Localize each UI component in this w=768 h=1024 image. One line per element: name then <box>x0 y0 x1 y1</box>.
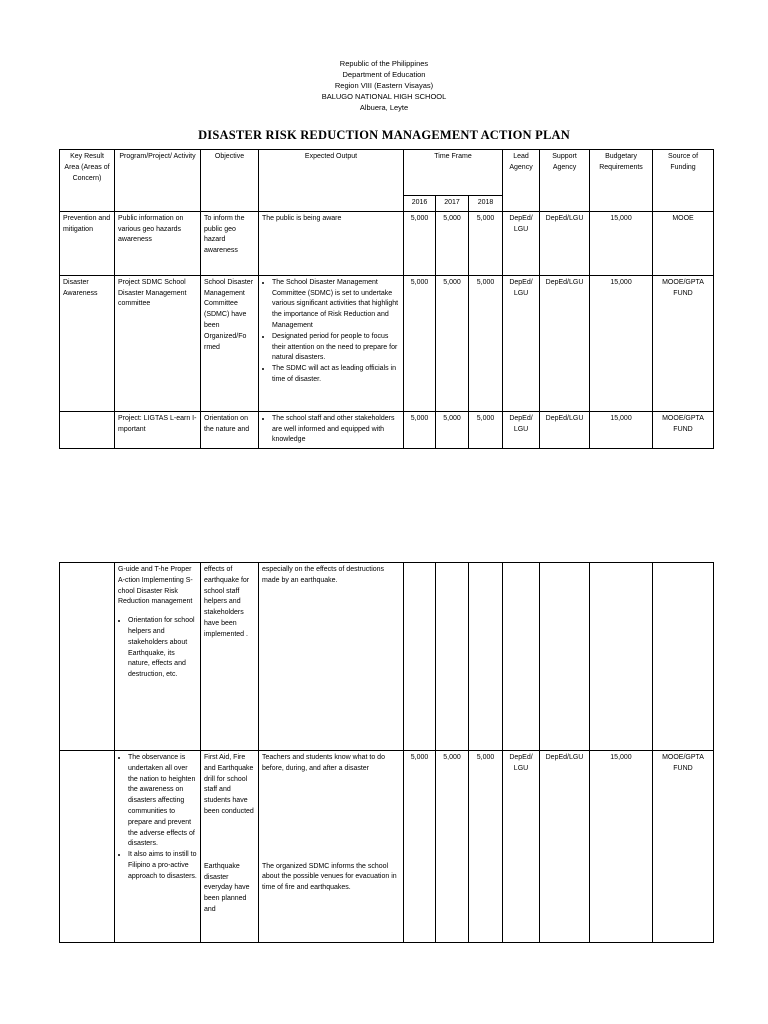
output-text: The organized SDMC informs the school about the possible venues for evacuation in time of fire and earthquakes. <box>262 862 397 892</box>
col-output: Expected Output <box>259 150 404 212</box>
cell-source: MOOE/GPTA FUND <box>653 751 714 943</box>
table-row <box>60 275 714 411</box>
cell-budget: 15,000 <box>590 211 653 275</box>
list-item: • Orientation for school helpers and stakeholders about Earthquake, its nature, effects and destruction, etc. <box>128 616 197 681</box>
cell-source: MOOE/GPTA FUND <box>653 411 714 448</box>
cell-2017 <box>436 563 469 751</box>
cell-source: MOOE <box>653 211 714 275</box>
cell-support: DepEd/LGU <box>540 211 590 275</box>
table-header-row <box>60 150 714 196</box>
page-title: DISASTER RISK REDUCTION MANAGEMENT ACTION PLAN <box>198 128 570 142</box>
output-text: Teachers and students know what to do before, during, and after a disaster <box>262 754 385 772</box>
cell-budget <box>590 563 653 751</box>
cell-2017: 5,000 <box>436 211 469 275</box>
cell-budget: 15,000 <box>590 275 653 411</box>
list-item: • It also aims to instill to Filipino a pro-active approach to disasters. <box>128 850 197 882</box>
cell-2017: 5,000 <box>436 751 469 943</box>
col-source: Source of Funding <box>653 150 714 212</box>
cell-output: especially on the effects of destructions made by an earthquake. <box>259 563 404 751</box>
table-row <box>60 211 714 275</box>
list-item: • The SDMC will act as leading officials in time of disaster. <box>272 364 400 386</box>
col-objective: Objective <box>201 150 259 212</box>
cell-objective: School Disaster Management Committee (SDMC) have been Organized/Fo rmed <box>201 275 259 411</box>
col-kra: Key Result Area (Areas of Concern) <box>60 150 115 212</box>
cell-kra <box>60 411 115 448</box>
cell-kra <box>60 751 115 943</box>
cell-support: DepEd/LGU <box>540 751 590 943</box>
cell-2017: 5,000 <box>436 411 469 448</box>
document-header <box>0 58 768 113</box>
col-budget: Budgetary Requirements <box>590 150 653 212</box>
table-row <box>60 751 714 943</box>
cell-objective: To inform the public geo hazard awareness <box>201 211 259 275</box>
cell-2018: 5,000 <box>469 275 503 411</box>
cell-budget: 15,000 <box>590 411 653 448</box>
list-item: • Designated period for people to focus their attention on the need to prepare for natural disasters. <box>272 332 400 364</box>
cell-lead: DepEd/ LGU <box>503 411 540 448</box>
cell-support <box>540 563 590 751</box>
list-item: • The school staff and other stakeholders are well informed and equipped with knowledge <box>272 414 400 446</box>
cell-output <box>259 275 404 411</box>
cell-2016: 5,000 <box>404 275 436 411</box>
col-program: Program/Project/ Activity <box>115 150 201 212</box>
header-school: BALUGO NATIONAL HIGH SCHOOL <box>321 92 447 101</box>
cell-kra: Prevention and mitigation <box>60 211 115 275</box>
cell-kra: Disaster Awareness <box>60 275 115 411</box>
cell-2018: 5,000 <box>469 411 503 448</box>
objective-text: Earthquake disaster everyday have been planned and <box>204 862 250 913</box>
cell-lead: DepEd/ LGU <box>503 751 540 943</box>
cell-2018: 5,000 <box>469 211 503 275</box>
objective-text: First Aid, Fire and Earthquake drill for school staff and students have been conducted <box>204 754 254 815</box>
col-timeframe: Time Frame <box>404 150 503 196</box>
year-2017: 2017 <box>436 196 469 212</box>
cell-kra <box>60 563 115 751</box>
list-item: • The School Disaster Management Committee (SDMC) is set to undertake various significant activities that highlight the importance of Risk Reduction and Management <box>272 278 400 332</box>
col-support: Support Agency <box>540 150 590 212</box>
cell-2016 <box>404 563 436 751</box>
table-row <box>60 411 714 448</box>
cell-2016: 5,000 <box>404 411 436 448</box>
list-item: • The observance is undertaken all over the nation to heighten the awareness on disasters affecting communities to prepare and prevent the adverse effects of disasters. <box>128 753 197 850</box>
table-row <box>60 563 714 751</box>
action-plan-table <box>59 149 714 449</box>
cell-support: DepEd/LGU <box>540 275 590 411</box>
year-2016: 2016 <box>404 196 436 212</box>
cell-output <box>259 411 404 448</box>
cell-2018 <box>469 563 503 751</box>
cell-program <box>115 563 201 751</box>
cell-program: Project SDMC School Disaster Management committee <box>115 275 201 411</box>
cell-source: MOOE/GPTA FUND <box>653 275 714 411</box>
cell-source <box>653 563 714 751</box>
action-plan-table-continued <box>59 562 714 943</box>
cell-output <box>259 751 404 943</box>
year-2018: 2018 <box>469 196 503 212</box>
header-department: Department of Education <box>342 70 426 79</box>
cell-program: Project: LIGTAS L-earn I-mportant <box>115 411 201 448</box>
program-text: G-uide and T-he Proper A-ction Implementing S-chool Disaster Risk Reduction management <box>118 566 193 606</box>
cell-lead: DepEd/ LGU <box>503 275 540 411</box>
cell-output: The public is being aware <box>259 211 404 275</box>
cell-objective: effects of earthquake for school staff helpers and stakeholders have been implemented . <box>201 563 259 751</box>
cell-2016: 5,000 <box>404 211 436 275</box>
cell-support: DepEd/LGU <box>540 411 590 448</box>
cell-program: Public information on various geo hazards awareness <box>115 211 201 275</box>
cell-objective: Orientation on the nature and <box>201 411 259 448</box>
header-republic: Republic of the Philippines <box>339 59 429 68</box>
col-lead: Lead Agency <box>503 150 540 212</box>
cell-budget: 15,000 <box>590 751 653 943</box>
cell-2016: 5,000 <box>404 751 436 943</box>
cell-lead <box>503 563 540 751</box>
cell-lead: DepEd/ LGU <box>503 211 540 275</box>
cell-2017: 5,000 <box>436 275 469 411</box>
header-location: Albuera, Leyte <box>359 103 409 112</box>
cell-program <box>115 751 201 943</box>
cell-objective <box>201 751 259 943</box>
header-region: Region VIII (Eastern Visayas) <box>334 81 434 90</box>
cell-2018: 5,000 <box>469 751 503 943</box>
